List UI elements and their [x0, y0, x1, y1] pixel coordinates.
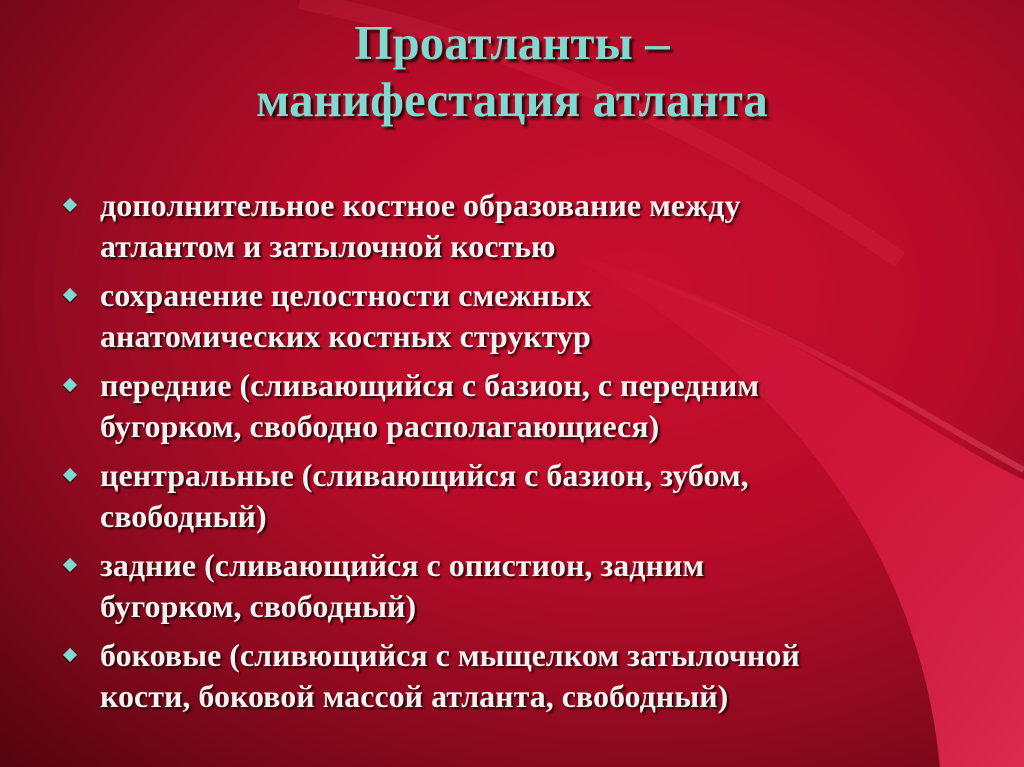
diamond-bullet-icon	[63, 198, 77, 212]
bullet-line: свободный)	[100, 498, 267, 534]
bullet-line: передние (сливающийся с базион, с передним	[100, 367, 760, 403]
bullet-item	[60, 455, 995, 537]
bullet-line: бугорком, свободно располагающиеся)	[100, 408, 660, 444]
diamond-bullet-icon	[63, 648, 77, 662]
bullet-item	[60, 185, 995, 267]
bullet-line: кости, боковой массой атланта, свободный)	[100, 678, 729, 714]
slide-title-line2: манифестация атланта	[256, 72, 768, 127]
bullet-item	[60, 545, 995, 627]
bullet-item	[60, 365, 995, 447]
diamond-bullet-icon	[63, 288, 77, 302]
bullet-line: атлантом и затылочной костью	[100, 228, 556, 264]
bullet-line: дополнительное костное образование между	[100, 187, 741, 223]
bullet-list	[60, 185, 995, 725]
diamond-bullet-icon	[63, 558, 77, 572]
bullet-line: центральные (сливающийся с базион, зубом,	[100, 457, 749, 493]
bullet-line: анатомических костных структур	[100, 318, 591, 354]
bullet-line: боковые (сливющийся с мыщелком затылочной	[100, 637, 800, 673]
bullet-item	[60, 275, 995, 357]
bullet-line: бугорком, свободный)	[100, 588, 417, 624]
bullet-item	[60, 635, 995, 717]
diamond-bullet-icon	[63, 378, 77, 392]
diamond-bullet-icon	[63, 468, 77, 482]
bullet-line: сохранение целостности смежных	[100, 277, 592, 313]
slide-title	[0, 14, 1024, 128]
slide-title-line1: Проатланты –	[354, 15, 670, 70]
bullet-line: задние (сливающийся с опистион, задним	[100, 547, 705, 583]
